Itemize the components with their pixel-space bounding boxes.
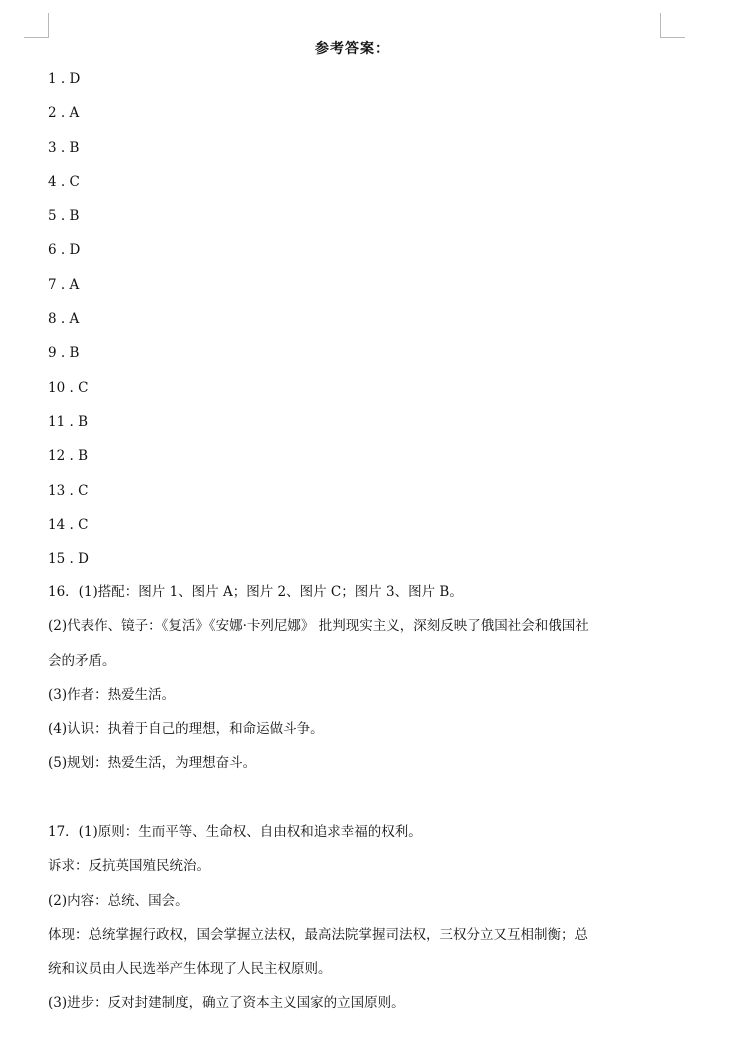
answer-value: B xyxy=(69,139,80,156)
answer-line: (4)认识：执着于自己的理想，和命运做斗争。 xyxy=(48,721,324,738)
answer-line: (2)内容：总统、国会。 xyxy=(48,892,189,909)
answer-number: 4 xyxy=(48,173,57,190)
answer-list xyxy=(48,68,89,582)
answer-value: B xyxy=(78,413,88,430)
answer-number: 11 xyxy=(48,413,66,430)
answer-line: (2)代表作、镜子：《复活》《安娜·卡列尼娜》 批判现实主义，深刻反映了俄国社会和俄国社 xyxy=(48,618,589,635)
answer-item xyxy=(48,411,89,445)
answer-value: C xyxy=(78,379,89,396)
answer-value: B xyxy=(78,448,88,465)
answer-item xyxy=(48,308,89,342)
answer-value: B xyxy=(69,208,80,225)
answer-line: 会的矛盾。 xyxy=(48,652,116,669)
question-16-answer xyxy=(48,581,688,787)
answer-item xyxy=(48,137,89,171)
answer-value: C xyxy=(78,516,89,533)
answer-item xyxy=(48,171,89,205)
answer-line: (3)作者：热爱生活。 xyxy=(48,686,176,703)
answer-value: A xyxy=(69,276,80,293)
answer-number: 9 xyxy=(48,345,57,362)
answer-number: 3 xyxy=(48,139,57,156)
answer-number: 5 xyxy=(48,208,57,225)
answer-number: 7 xyxy=(48,276,57,293)
answer-value: B xyxy=(69,345,80,362)
answer-number: 1 xyxy=(48,71,57,87)
answer-line: (5)规划：热爱生活，为理想奋斗。 xyxy=(48,755,257,772)
answer-value: C xyxy=(78,482,89,499)
answer-item xyxy=(48,445,89,479)
answer-number: 12 xyxy=(48,448,66,465)
page-corner-mark-top-left xyxy=(24,13,49,38)
answer-item xyxy=(48,274,89,308)
answer-value: D xyxy=(69,71,81,87)
answer-line: (3)进步：反对封建制度，确立了资本主义国家的立国原则。 xyxy=(48,995,405,1012)
page-title: 参考答案： xyxy=(315,41,390,57)
answer-item xyxy=(48,342,89,376)
answer-item xyxy=(48,548,89,582)
answer-item xyxy=(48,68,89,102)
answer-item xyxy=(48,377,89,411)
answer-item xyxy=(48,102,89,136)
answer-value: D xyxy=(69,242,81,259)
answer-value: A xyxy=(69,311,80,328)
answer-line: 诉求：反抗英国殖民统治。 xyxy=(48,858,210,875)
answer-line: 体现：总统掌握行政权，国会掌握立法权，最高法院掌握司法权，三权分立又互相制衡；总 xyxy=(48,926,588,943)
answer-number: 6 xyxy=(48,242,57,259)
answer-value: C xyxy=(69,173,80,190)
answer-line: 16．(1)搭配：图片 1、图片 A；图片 2、图片 C；图片 3、图片 B。 xyxy=(48,584,463,600)
answer-number: 2 xyxy=(48,105,57,122)
answer-line: 17．(1)原则：生而平等、生命权、自由权和追求幸福的权利。 xyxy=(48,824,422,840)
answer-item xyxy=(48,205,89,239)
answer-item xyxy=(48,480,89,514)
answer-number: 10 xyxy=(48,379,66,396)
answer-line: 统和议员由人民选举产生体现了人民主权原则。 xyxy=(48,961,332,978)
answer-value: A xyxy=(69,105,80,122)
question-17-answer xyxy=(48,821,688,1027)
answer-number: 8 xyxy=(48,311,57,328)
page-corner-mark-top-right xyxy=(660,13,685,38)
answer-item xyxy=(48,514,89,548)
answer-item xyxy=(48,239,89,273)
answer-value: D xyxy=(78,551,89,568)
answer-number: 14 xyxy=(48,516,66,533)
answer-number: 13 xyxy=(48,482,66,499)
answer-number: 15 xyxy=(48,551,66,568)
